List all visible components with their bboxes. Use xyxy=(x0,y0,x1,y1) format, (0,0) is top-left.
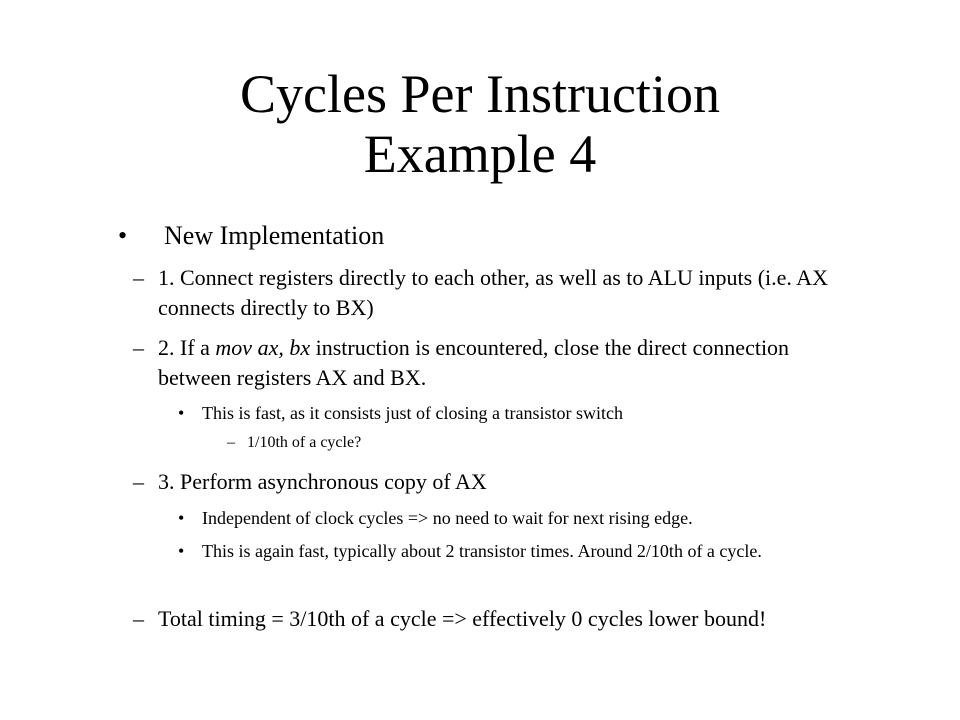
sub-item-async-copy xyxy=(133,467,833,497)
bullet-marker: • xyxy=(178,403,185,423)
detail-item-fast-switch xyxy=(178,401,888,425)
detail-text: Independent of clock cycles => no need to wait for next rising edge. xyxy=(202,508,693,528)
dash-marker: – xyxy=(133,469,144,494)
text-part-2: instruction is encountered, close the direct connection between registers AX and BX. xyxy=(158,335,790,390)
note-item-tenth-cycle xyxy=(227,433,727,453)
sub-item-connect-registers xyxy=(133,263,833,323)
bullet-marker: • xyxy=(178,508,185,528)
text-part-1: 2. If a xyxy=(158,335,216,360)
sub-item-text: Total timing = 3/10th of a cycle => effectively 0 cycles lower bound! xyxy=(158,606,767,631)
sub-item-text: 3. Perform asynchronous copy of AX xyxy=(158,469,487,494)
dash-marker: – xyxy=(133,335,144,360)
sub-item-mov-instruction xyxy=(133,333,833,393)
detail-item-independent-clock xyxy=(178,506,888,530)
bullet-marker: • xyxy=(178,541,185,561)
slide-title xyxy=(0,64,960,184)
dash-marker: – xyxy=(133,265,144,290)
title-line-2: Example 4 xyxy=(363,124,597,184)
dash-marker: – xyxy=(227,434,235,451)
bullet-new-implementation xyxy=(118,221,918,251)
code-mov-ax-bx: mov ax, bx xyxy=(215,335,311,360)
sub-item-text xyxy=(158,333,833,393)
title-line-1: Cycles Per Instruction xyxy=(240,64,720,124)
detail-text: This is fast, as it consists just of closing a transistor switch xyxy=(202,403,623,423)
detail-item-transistor-times xyxy=(178,539,888,563)
note-text: 1/10th of a cycle? xyxy=(247,434,362,451)
sub-item-text: 1. Connect registers directly to each other, as well as to ALU inputs (i.e. AX connects directly to BX) xyxy=(158,265,828,320)
bullet-marker: • xyxy=(118,221,128,250)
sub-item-total-timing xyxy=(133,604,833,634)
dash-marker: – xyxy=(133,606,144,631)
detail-text: This is again fast, typically about 2 transistor times. Around 2/10th of a cycle. xyxy=(202,541,762,561)
bullet-text: New Implementation xyxy=(164,221,385,250)
